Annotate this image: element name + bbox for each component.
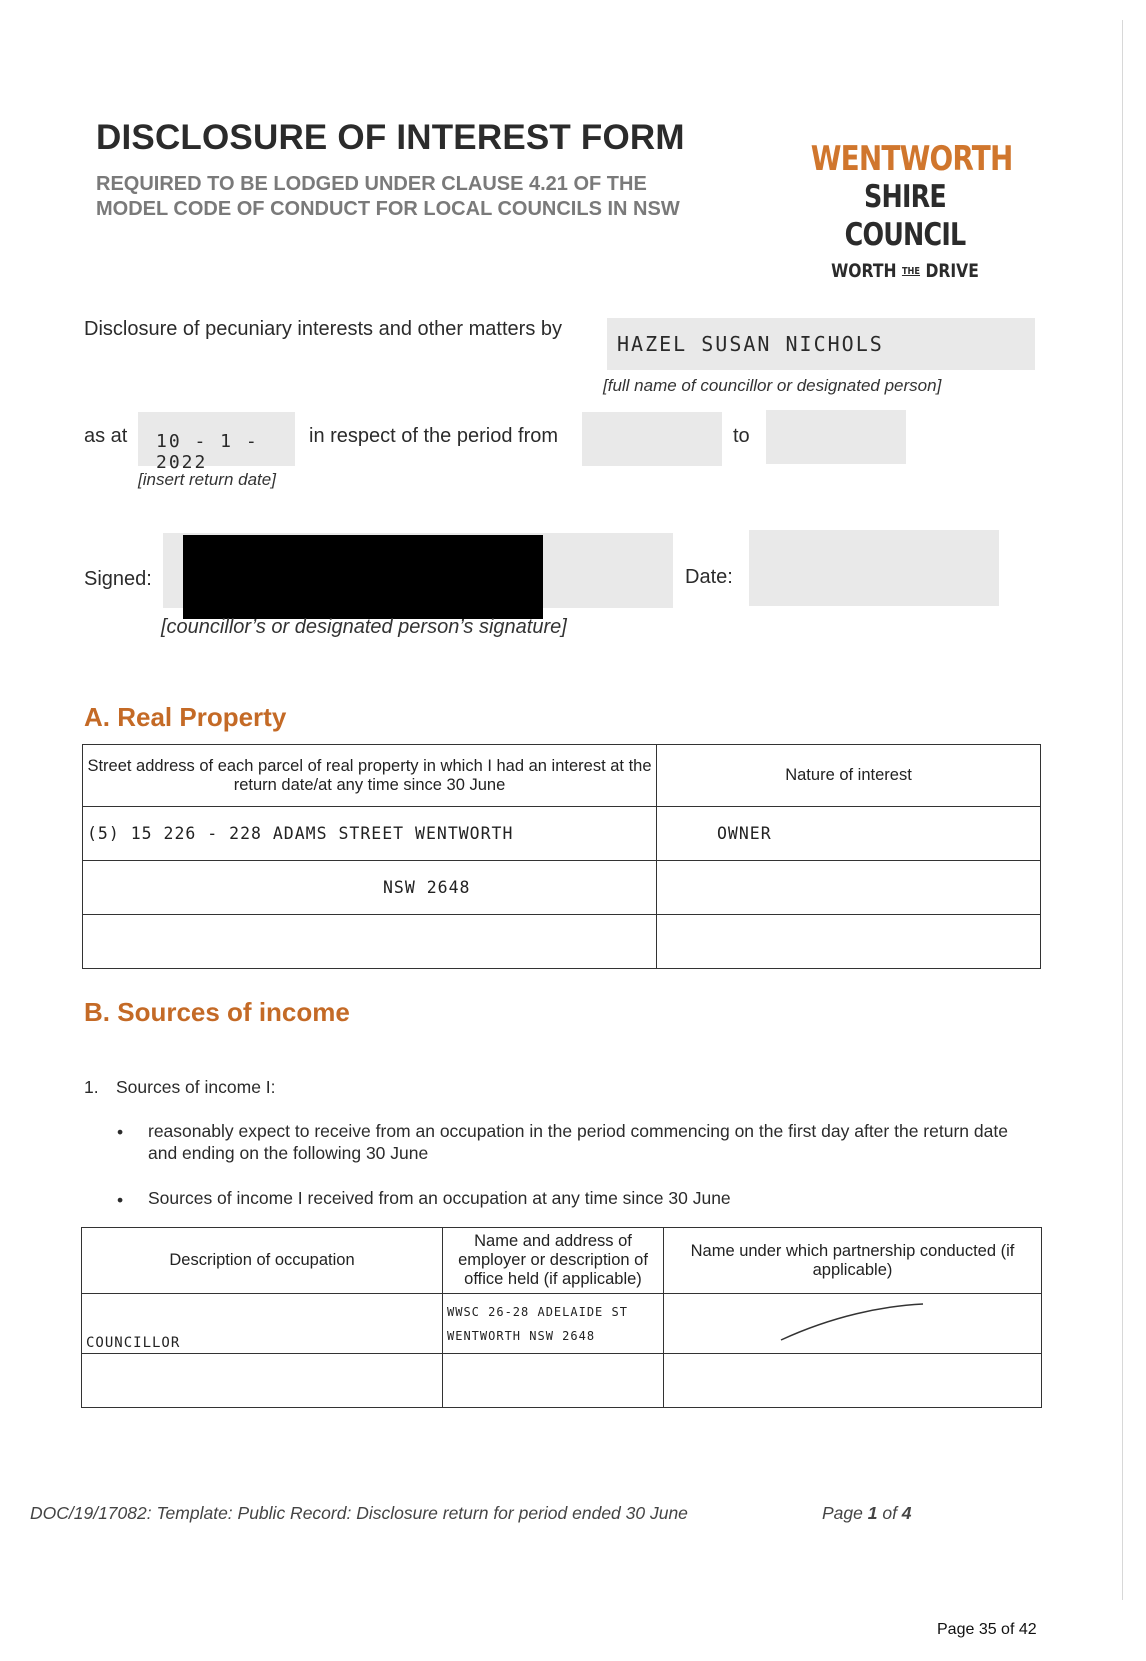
- table-row: [82, 1294, 1042, 1354]
- address-cell[interactable]: NSW 2648: [83, 861, 657, 915]
- employer-line-1: WWSC 26-28 ADELAIDE ST: [447, 1304, 628, 1319]
- occupation-cell[interactable]: COUNCILLOR: [82, 1294, 443, 1354]
- signature-field[interactable]: [163, 533, 673, 608]
- column-header-partnership: Name under which partnership conducted (if applicable): [664, 1228, 1042, 1294]
- bullet-icon: •: [117, 1190, 124, 1210]
- logo-tagline: [811, 260, 1000, 282]
- page-number: 1: [867, 1503, 878, 1523]
- return-date-value: 10 - 1 - 2022: [156, 431, 259, 473]
- return-date-hint: [insert return date]: [138, 470, 276, 489]
- nature-cell[interactable]: [657, 915, 1041, 969]
- column-header-nature: Nature of interest: [657, 745, 1041, 807]
- logo-tagline-drive: DRIVE: [925, 260, 979, 282]
- section-a-heading: A. Real Property: [84, 702, 287, 732]
- employer-line-2: WENTWORTH NSW 2648: [447, 1328, 596, 1343]
- scan-page-number: Page 35 of 42: [937, 1621, 1037, 1638]
- bullet-text-2: Sources of income I received from an occupation at any time since 30 June: [148, 1188, 731, 1208]
- table-header-row: [83, 745, 1041, 807]
- name-hint: [full name of councillor or designated person]: [603, 376, 942, 395]
- logo-tagline-worth: WORTH: [831, 260, 897, 282]
- employer-cell[interactable]: [443, 1294, 664, 1354]
- period-from-field[interactable]: [582, 412, 722, 466]
- employer-cell[interactable]: [443, 1354, 664, 1408]
- nature-cell[interactable]: OWNER: [657, 807, 1041, 861]
- column-header-employer: Name and address of employer or description of office held (if applicable): [443, 1228, 664, 1294]
- partnership-cell[interactable]: [664, 1294, 1042, 1354]
- as-at-label: as at: [84, 425, 128, 447]
- occupation-cell[interactable]: [82, 1354, 443, 1408]
- form-subtitle: REQUIRED TO BE LODGED UNDER CLAUSE 4.21 OF THE MODEL CODE OF CONDUCT FOR LOCAL COUNCILS IN NSW: [96, 173, 680, 220]
- page-indicator: [822, 1503, 912, 1524]
- logo-tagline-the: THE: [901, 266, 921, 277]
- signature-redaction: [183, 535, 543, 619]
- name-field[interactable]: [607, 318, 1035, 370]
- signature-date-field[interactable]: [749, 530, 999, 606]
- date-label: Date:: [685, 566, 733, 588]
- page-of: of: [877, 1503, 902, 1523]
- page-prefix: Page: [822, 1503, 868, 1523]
- address-cell[interactable]: [83, 915, 657, 969]
- item-number: 1.: [84, 1077, 99, 1097]
- table-header-row: [82, 1228, 1042, 1294]
- bullet-icon: •: [117, 1122, 124, 1142]
- table-row: [83, 861, 1041, 915]
- nature-cell[interactable]: [657, 861, 1041, 915]
- council-logo: [790, 140, 1020, 282]
- column-header-occupation: Description of occupation: [82, 1228, 443, 1294]
- return-date-field[interactable]: [138, 412, 295, 473]
- logo-line-2: SHIRE COUNCIL: [844, 179, 966, 253]
- sources-of-income-label: Sources of income I:: [116, 1077, 276, 1097]
- signed-label: Signed:: [84, 568, 152, 590]
- logo-line-1: WENTWORTH: [810, 139, 1013, 179]
- column-header-address: Street address of each parcel of real property in which I had an interest at the return date/at any time since 30 June: [83, 745, 657, 807]
- bullet-text-1: reasonably expect to receive from an occupation in the period commencing on the first day after the return date and ending on the following 30 June: [148, 1121, 1008, 1163]
- dash-stroke-icon: [773, 1296, 933, 1346]
- partnership-cell[interactable]: [664, 1354, 1042, 1408]
- table-row: [83, 915, 1041, 969]
- page-total: 4: [901, 1503, 912, 1523]
- disclosure-by-label: Disclosure of pecuniary interests and other matters by: [84, 318, 562, 340]
- section-b-heading: B. Sources of income: [84, 997, 350, 1027]
- table-row: [83, 807, 1041, 861]
- name-value: HAZEL SUSAN NICHOLS: [617, 332, 884, 356]
- scan-edge-divider: [1122, 20, 1123, 1600]
- table-row: [82, 1354, 1042, 1408]
- period-label: in respect of the period from: [309, 425, 559, 447]
- period-to-field[interactable]: [766, 410, 906, 464]
- income-table: [81, 1227, 1042, 1408]
- period-to-label: to: [733, 425, 750, 447]
- signature-hint: [councillor’s or designated person’s signature]: [161, 616, 567, 638]
- form-title: DISCLOSURE OF INTEREST FORM: [96, 118, 685, 157]
- doc-reference: DOC/19/17082: Template: Public Record: Disclosure return for period ended 30 June: [30, 1503, 688, 1523]
- address-cell[interactable]: (5) 15 226 - 228 ADAMS STREET WENTWORTH: [83, 807, 657, 861]
- real-property-table: [82, 744, 1041, 969]
